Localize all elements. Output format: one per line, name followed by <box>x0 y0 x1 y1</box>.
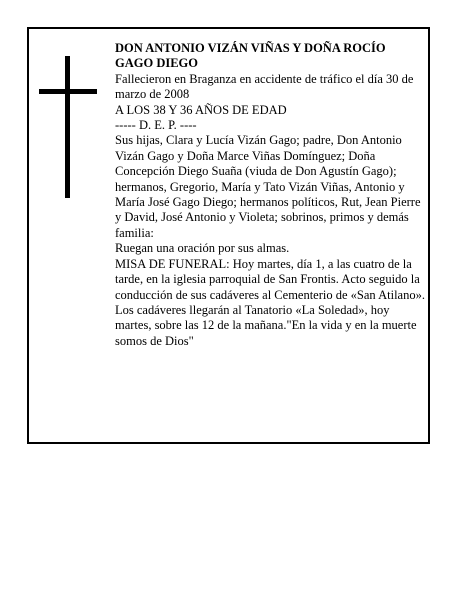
family-mourners: Sus hijas, Clara y Lucía Vizán Gago; padre, Don Antonio Vizán Gago y Doña Marce Viñas Domínguez; Doña Concepción Diego Suaña (viuda de Don Agustín Gago); hermanos, Gregorio, María y Tato Vizán Viñas, Antonio y María José Gago Diego; hermanos políticos, Rut, Jean Pierre y David, José Antonio y Violeta; sobrinos, primos y demás familia: <box>115 133 421 240</box>
cross-vertical-bar <box>65 56 70 198</box>
prayer-request: Ruegan una oración por sus almas. <box>115 241 290 256</box>
funeral-home-arrival: Los cadáveres llegarán al Tanatorio «La Soledad», hoy martes, sobre las 12 de la mañana."En la vida y en la muerte somos de Dios" <box>115 302 417 348</box>
ages-line: A LOS 38 Y 36 AÑOS DE EDAD <box>115 102 287 117</box>
death-circumstances: Fallecieron en Braganza en accidente de tráfico el día 30 de marzo de 2008 <box>115 71 414 102</box>
rip-line: ----- D. E. P. ---- <box>115 118 197 133</box>
funeral-mass-details: MISA DE FUNERAL: Hoy martes, día 1, a las cuatro de la tarde, en la iglesia parroquial de San Frontis. Acto seguido la conducción de sus cadáveres al Cementerio de «San Atilano». <box>115 256 425 302</box>
deceased-names-title: DON ANTONIO VIZÁN VIÑAS Y DOÑA ROCÍO GAGO DIEGO <box>115 41 386 71</box>
cross-icon <box>39 56 97 198</box>
obituary-notice <box>27 27 430 444</box>
notice-text-block <box>115 41 425 349</box>
cross-horizontal-bar <box>39 89 97 94</box>
